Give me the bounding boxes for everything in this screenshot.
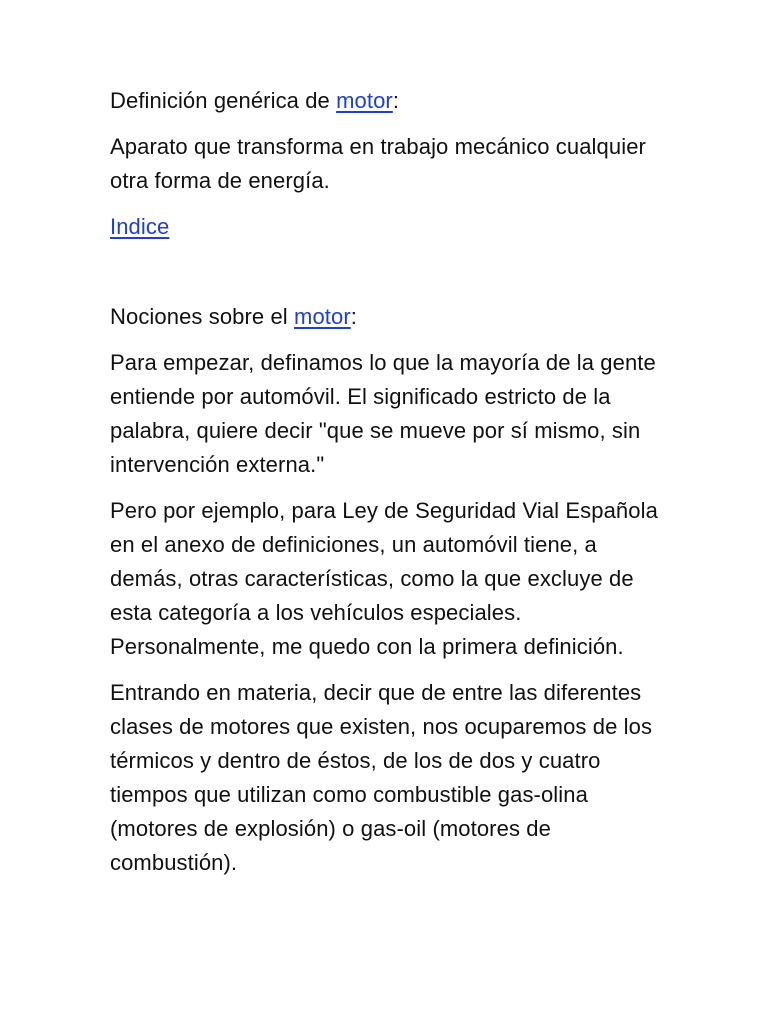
notions-heading — [110, 300, 670, 334]
definition-text: Aparato que transforma en trabajo mecánico cualquier otra forma de energía. — [110, 134, 646, 193]
index-link[interactable]: Indice — [110, 214, 170, 239]
definition-heading-text: Definición genérica de — [110, 88, 337, 113]
notions-heading-colon: : — [350, 304, 357, 329]
motor-link[interactable]: motor — [336, 88, 393, 113]
motor-link-2[interactable]: motor — [294, 304, 351, 329]
definition-heading — [110, 84, 670, 118]
document-page — [110, 84, 670, 880]
notions-heading-text: Nociones sobre el — [110, 304, 295, 329]
paragraph-automovil-definition: Para empezar, definamos lo que la mayoría de la gente entiende por automóvil. El significado estricto de la palabra, quiere decir "que se mueve por sí mismo, sin intervención externa." — [110, 350, 656, 477]
paragraph-clases-motores: Entrando en materia, decir que de entre las diferentes clases de motores que existen, nos ocuparemos de los térmicos y dentro de éstos, de los de dos y cuatro tiempos que utilizan como combustible gas-olina (motores de explosión) o gas-oil (motores de combustión). — [110, 680, 653, 875]
paragraph-ley-seguridad-vial: Pero por ejemplo, para Ley de Seguridad Vial Española en el anexo de definiciones, un automóvil tiene, a demás, otras características, como la que excluye de esta categoría a los vehículos especiales. Personalmente, me quedo con la primera definición. — [110, 498, 658, 659]
index-paragraph — [110, 210, 670, 244]
definition-heading-colon: : — [392, 88, 400, 113]
